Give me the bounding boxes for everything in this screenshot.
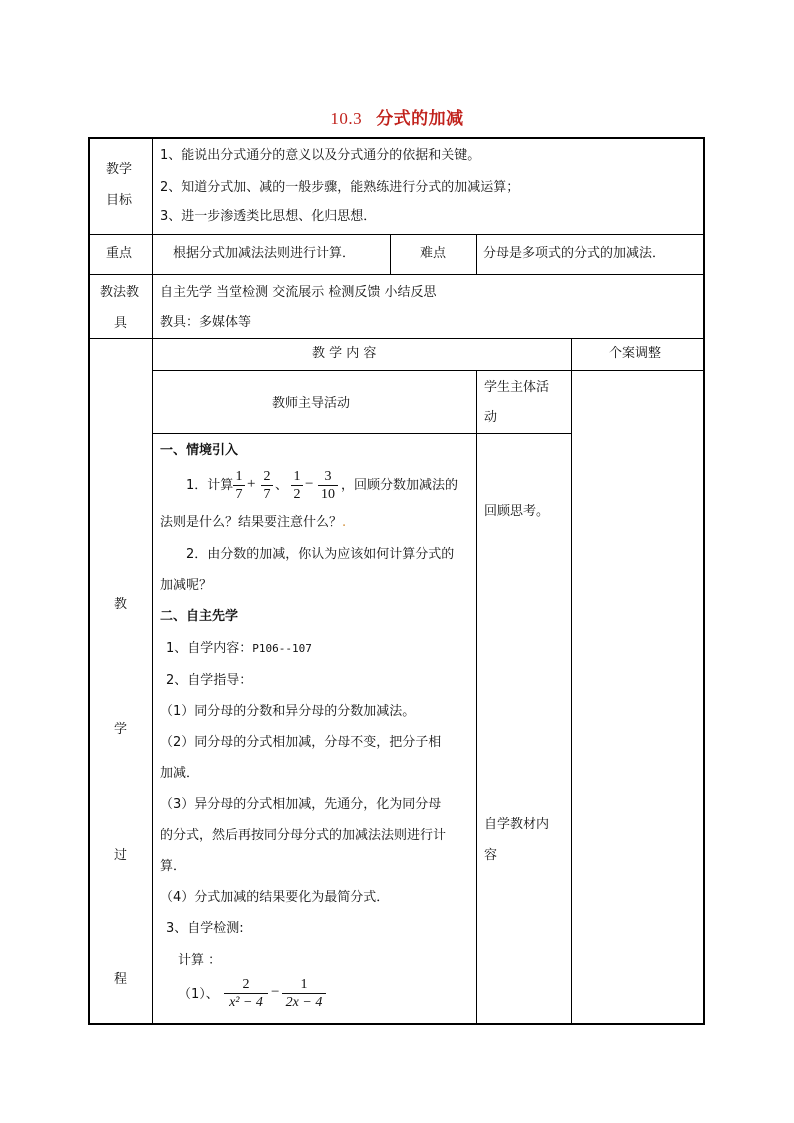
col-divider <box>571 338 572 1025</box>
minus-sign: − <box>305 476 314 492</box>
student-activity: 回顾思考。 <box>484 504 550 519</box>
guide-item: （2）同分母的分式相加减，分母不变，把分子相 <box>160 735 442 750</box>
title-number: 10.3 <box>330 109 363 128</box>
row-divider <box>88 274 705 275</box>
minus-sign: − <box>271 984 280 1000</box>
row-divider <box>88 234 705 235</box>
teacher-header: 教师主导活动 <box>272 396 351 411</box>
fraction-exercise-a: 2 x² − 4 <box>224 977 268 1010</box>
guide-item: （3）异分母的分式相加减，先通分，化为同分母 <box>160 797 442 812</box>
student-activity-cont: 容 <box>484 848 498 863</box>
guide-item-cont: 加减． <box>160 766 200 781</box>
key-text: 根据分式加减法法则进行计算． <box>173 246 356 261</box>
col-divider <box>390 234 391 274</box>
teaching-aids: 教具：多媒体等 <box>160 315 252 330</box>
fraction-exercise-b: 1 2x − 4 <box>282 977 326 1010</box>
process-label-char: 学 <box>114 722 128 737</box>
question-1-line2: 法则是什么？结果要注意什么？. <box>160 515 347 530</box>
goal-item: 3、进一步渗透类比思想、化归思想． <box>160 209 377 224</box>
student-header-line1: 学生主体活 <box>484 380 550 395</box>
section-title: 二、自主先学 <box>160 609 239 624</box>
fraction-1-2: 1 2 <box>291 469 303 502</box>
question-1-suffix: ，回顾分数加减法的 <box>341 478 459 493</box>
guide-item: （1）同分母的分数和异分母的分数加减法。 <box>160 704 416 719</box>
self-check: 3、自学检测: <box>166 921 244 936</box>
fraction-1-7: 1 7 <box>233 469 245 502</box>
row-divider <box>152 433 571 434</box>
methods-label-line2: 具 <box>114 316 128 331</box>
goal-item: 1、能说出分式通分的意义以及分式通分的依据和关键。 <box>160 148 481 163</box>
row-divider <box>152 370 705 371</box>
methods-label-line1: 教法教 <box>100 285 140 300</box>
adjust-header: 个案调整 <box>609 346 662 361</box>
guide-item-cont: 算． <box>160 859 187 874</box>
fraction-3-10: 3 10 <box>318 469 338 502</box>
methods-list: 自主先学 当堂检测 交流展示 检测反馈 小结反思 <box>160 285 437 300</box>
question-2-line2: 加减呢？ <box>160 578 213 593</box>
goals-label-line1: 教学 <box>106 162 133 177</box>
student-header-line2: 动 <box>484 410 498 425</box>
guide-item-cont: 的分式，然后再按同分母分式的加减法法则进行计 <box>160 828 447 843</box>
process-label-char: 程 <box>114 972 128 987</box>
fraction-2-7: 2 7 <box>261 469 273 502</box>
difficulty-label: 难点 <box>420 246 447 261</box>
goals-label-line2: 目标 <box>106 193 133 208</box>
key-label: 重点 <box>106 246 133 261</box>
content-header: 教 学 内 容 <box>312 346 377 361</box>
question-1-prefix: 1．计算 <box>186 478 234 493</box>
section-title: 一、情境引入 <box>160 443 239 458</box>
student-activity: 自学教材内 <box>484 817 550 832</box>
question-2-line1: 2．由分数的加减，你认为应该如何计算分式的 <box>186 547 455 562</box>
separator: 、 <box>275 478 289 493</box>
calculate-label: 计算 ： <box>178 953 222 968</box>
col-divider <box>476 234 477 274</box>
guide-item: （4）分式加减的结果要化为最简分式． <box>160 890 390 905</box>
difficulty-text: 分母是多项式的分式的加减法． <box>483 246 666 261</box>
goal-item: 2、知道分式加、减的一般步骤，能熟练进行分式的加减运算； <box>160 180 520 195</box>
row-divider <box>88 338 705 339</box>
title-text: 分式的加减 <box>376 109 464 129</box>
exercise-1-label: （1）、 <box>178 987 219 1002</box>
col-divider <box>476 370 477 1025</box>
process-label-char: 过 <box>114 848 128 863</box>
col-divider <box>152 137 153 1025</box>
self-study-content: 1、自学内容：P106--107 <box>166 641 312 656</box>
plus-sign: + <box>247 476 256 492</box>
process-label-char: 教 <box>114 597 128 612</box>
self-study-guide: 2、自学指导： <box>166 673 253 688</box>
page-title <box>0 104 794 129</box>
